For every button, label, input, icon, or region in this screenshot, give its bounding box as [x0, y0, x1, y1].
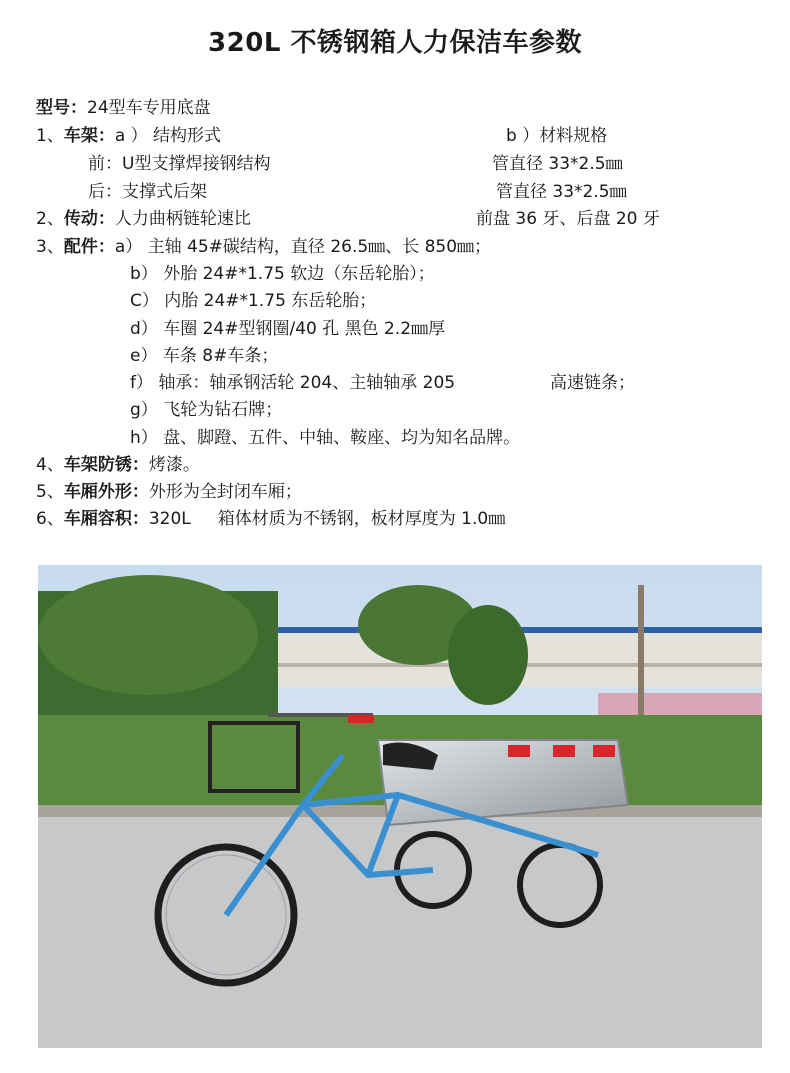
- frame-row: [36, 124, 221, 148]
- drive-num: 2、: [36, 209, 64, 229]
- frame-a: a ） 结构形式: [114, 126, 222, 146]
- red-stripe: [508, 745, 530, 757]
- parts-d: d） 车圈 24#型钢圈/40 孔 黑色 2.2㎜厚: [130, 319, 446, 339]
- drive-row: [36, 207, 251, 231]
- model-label: 型号：: [36, 98, 87, 118]
- parts-h: h） 盘、脚蹬、五件、中轴、鞍座、均为知名品牌。: [130, 428, 521, 448]
- drive-ratio: 前盘 36 牙、后盘 20 牙: [476, 209, 660, 229]
- frame-rear-row: [88, 180, 207, 204]
- frame-front-value: U型支撑焊接钢结构: [122, 154, 271, 174]
- pavement: [38, 805, 762, 1048]
- page-title: 320L 不锈钢箱人力保洁车参数: [208, 28, 582, 58]
- tricycle-illustration: [38, 565, 762, 1048]
- frame-front-label: 前：: [88, 154, 122, 174]
- volume-label: 车厢容积：: [63, 509, 149, 529]
- frame-b: b ）材料规格: [506, 126, 608, 146]
- red-stripe: [553, 745, 575, 757]
- shape-row: [36, 480, 302, 504]
- volume-row: [36, 507, 505, 531]
- rust-num: 4、: [36, 455, 64, 475]
- rust-value: 烤漆。: [148, 455, 200, 475]
- volume-value: 320L 箱体材质为不锈钢，板材厚度为 1.0㎜: [148, 509, 506, 529]
- tree-crown-left: [38, 575, 258, 695]
- parts-row: [36, 235, 491, 259]
- frame-front-spec: 管直径 33*2.5㎜: [492, 154, 623, 174]
- handle-grip: [348, 715, 374, 723]
- shape-value: 外形为全封闭车厢；: [148, 482, 302, 502]
- parts-f2: 高速链条；: [550, 373, 635, 393]
- parts-a: a） 主轴 45#碳结构，直径 26.5㎜、长 850㎜；: [114, 237, 492, 257]
- frame-rear-label: 后：: [88, 182, 122, 202]
- rust-row: [36, 453, 200, 477]
- model-value: 24型车专用底盘: [87, 98, 211, 118]
- shape-label: 车厢外形：: [63, 482, 149, 502]
- frame-rear-spec: 管直径 33*2.5㎜: [496, 182, 627, 202]
- frame-num: 1、: [36, 126, 64, 146]
- parts-g: g） 飞轮为钻石牌；: [130, 400, 283, 420]
- parts-b: b） 外胎 24#*1.75 软边（东岳轮胎）；: [130, 264, 435, 284]
- volume-num: 6、: [36, 509, 64, 529]
- model-row: [36, 96, 211, 120]
- drive-value: 人力曲柄链轮速比: [114, 209, 251, 229]
- frame-label: 车架：: [63, 126, 115, 146]
- drive-label: 传动：: [63, 209, 115, 229]
- parts-f: f） 轴承：轴承钢活轮 204、主轴轴承 205: [130, 373, 456, 393]
- parts-c: C） 内胎 24#*1.75 东岳轮胎；: [130, 291, 377, 311]
- shape-num: 5、: [36, 482, 64, 502]
- parts-e: e） 车条 8#车条；: [130, 346, 279, 366]
- red-stripe: [593, 745, 615, 757]
- palm-tree: [448, 605, 528, 705]
- rust-label: 车架防锈：: [63, 455, 149, 475]
- parts-num: 3、: [36, 237, 64, 257]
- parts-label: 配件：: [63, 237, 115, 257]
- frame-rear-value: 支撑式后架: [122, 182, 207, 202]
- product-photo: [38, 565, 762, 1048]
- frame-front-row: [88, 152, 270, 176]
